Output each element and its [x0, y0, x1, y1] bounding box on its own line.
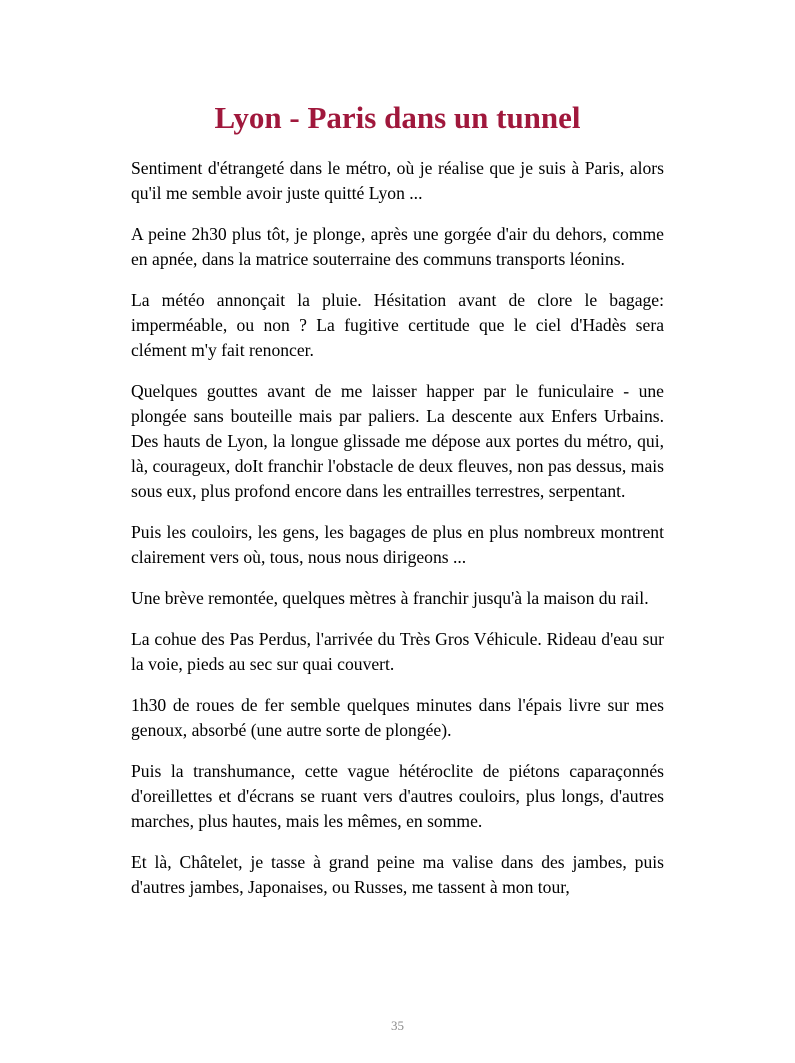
- paragraph: Une brève remontée, quelques mètres à franchir jusqu'à la maison du rail.: [131, 588, 649, 608]
- page-number: 35: [391, 1018, 404, 1033]
- paragraph: Quelques gouttes avant de me laisser happer par le funiculaire - une plongée sans bouteille mais par paliers. La descente aux Enfers Urbains. Des hauts de Lyon, la longue glissade me dépose aux portes du métro, qui, là, courageux, doIt franchir l'obstacle de deux fleuves, non pas dessus, mais sous eux, plus profond encore dans les entrailles terrestres, serpentant.: [131, 381, 664, 501]
- paragraph: Puis la transhumance, cette vague hétéroclite de piétons caparaçonnés d'oreillettes et d'écrans se ruant vers d'autres couloirs, plus longs, d'autres marches, plus hautes, mais les mêmes, en somme.: [131, 761, 664, 831]
- page-title: Lyon - Paris dans un tunnel: [214, 100, 581, 135]
- body-text: [131, 156, 664, 916]
- paragraph: A peine 2h30 plus tôt, je plonge, après une gorgée d'air du dehors, comme en apnée, dans la matrice souterraine des communs transports léonins.: [131, 224, 664, 269]
- paragraph: 1h30 de roues de fer semble quelques minutes dans l'épais livre sur mes genoux, absorbé (une autre sorte de plongée).: [131, 695, 664, 740]
- paragraph: La cohue des Pas Perdus, l'arrivée du Très Gros Véhicule. Rideau d'eau sur la voie, pieds au sec sur quai couvert.: [131, 629, 664, 674]
- paragraph: Et là, Châtelet, je tasse à grand peine ma valise dans des jambes, puis d'autres jambes, Japonaises, ou Russes, me tassent à mon tour,: [131, 852, 664, 897]
- paragraph: Sentiment d'étrangeté dans le métro, où je réalise que je suis à Paris, alors qu'il me semble avoir juste quitté Lyon ...: [131, 158, 664, 203]
- paragraph: Puis les couloirs, les gens, les bagages de plus en plus nombreux montrent clairement vers où, tous, nous nous dirigeons ...: [131, 522, 664, 567]
- paragraph: La météo annonçait la pluie. Hésitation avant de clore le bagage: imperméable, ou non ? La fugitive certitude que le ciel d'Hadès sera clément m'y fait renoncer.: [131, 290, 664, 360]
